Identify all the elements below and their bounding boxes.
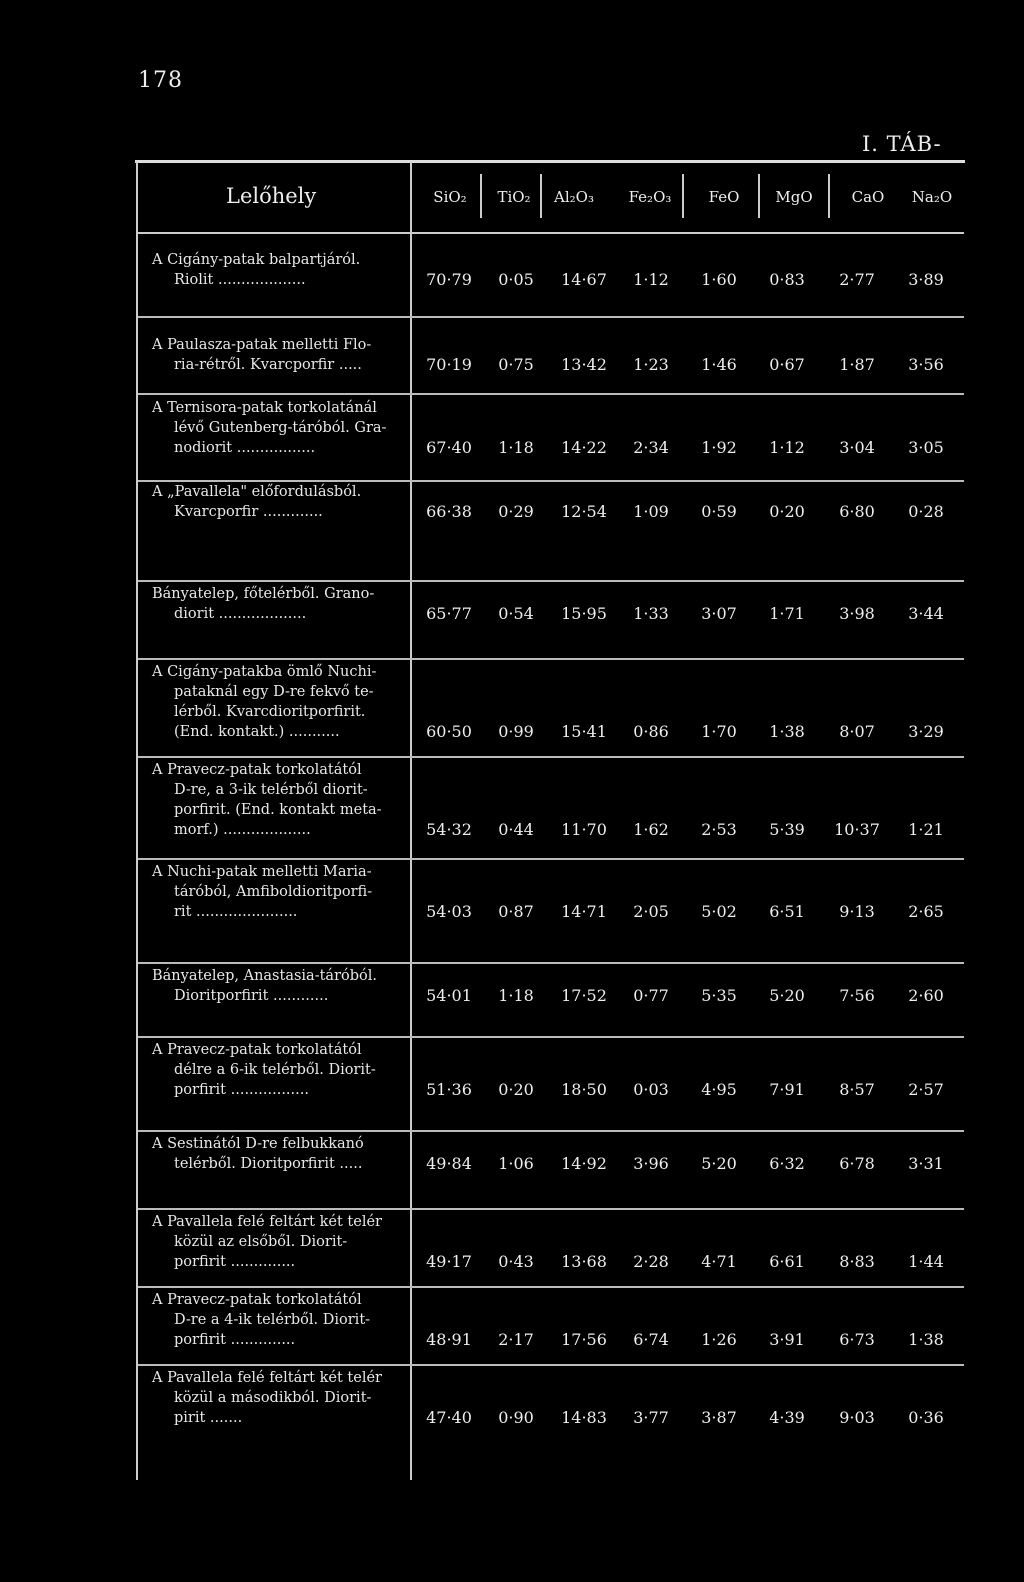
row-rule bbox=[138, 1208, 964, 1210]
value-cell: 7·91 bbox=[769, 1080, 805, 1099]
place-line: D-re a 4-ik telérből. Diorit- bbox=[174, 1312, 371, 1328]
value-cell: 5·39 bbox=[769, 820, 805, 839]
value-cell: 1·87 bbox=[839, 355, 875, 374]
value-cell: 0·28 bbox=[908, 502, 944, 521]
header-al2o3: Al₂O₃ bbox=[554, 188, 594, 206]
value-cell: 14·67 bbox=[561, 270, 607, 289]
header-rule bbox=[138, 232, 964, 234]
table-row bbox=[138, 1368, 964, 1476]
value-cell: 3·31 bbox=[908, 1154, 944, 1173]
row-place bbox=[152, 335, 404, 375]
value-cell: 0·05 bbox=[498, 270, 534, 289]
value-cell: 6·32 bbox=[769, 1154, 805, 1173]
value-cell: 2·57 bbox=[908, 1080, 944, 1099]
value-cell: 14·22 bbox=[561, 438, 607, 457]
value-cell: 6·74 bbox=[633, 1330, 669, 1349]
table-label: I. TÁB- bbox=[862, 132, 942, 156]
place-line: telérből. Dioritporfirit ..... bbox=[174, 1156, 363, 1172]
place-line: A Cigány-patak balpartjáról. bbox=[152, 252, 361, 268]
value-cell: 8·83 bbox=[839, 1252, 875, 1271]
row-place bbox=[152, 398, 404, 458]
value-cell: 2·17 bbox=[498, 1330, 534, 1349]
value-cell: 2·05 bbox=[633, 902, 669, 921]
value-cell: 3·05 bbox=[908, 438, 944, 457]
value-cell: 1·62 bbox=[633, 820, 669, 839]
value-cell: 51·36 bbox=[426, 1080, 472, 1099]
value-cell: 3·87 bbox=[701, 1408, 737, 1427]
table-row bbox=[138, 862, 964, 964]
row-place bbox=[152, 1134, 404, 1174]
value-cell: 1·12 bbox=[769, 438, 805, 457]
value-cell: 0·20 bbox=[498, 1080, 534, 1099]
row-place bbox=[152, 1290, 404, 1350]
value-cell: 65·77 bbox=[426, 604, 472, 623]
value-cell: 1·92 bbox=[701, 438, 737, 457]
value-cell: 2·60 bbox=[908, 986, 944, 1005]
place-line: A Nuchi-patak melletti Maria- bbox=[152, 864, 372, 880]
page-number: 178 bbox=[138, 68, 183, 93]
place-line: délre a 6-ik telérből. Diorit- bbox=[174, 1062, 376, 1078]
value-cell: 2·77 bbox=[839, 270, 875, 289]
value-cell: 14·92 bbox=[561, 1154, 607, 1173]
row-place bbox=[152, 1212, 404, 1272]
value-cell: 3·98 bbox=[839, 604, 875, 623]
place-line: A Paulasza-patak melletti Flo- bbox=[152, 337, 372, 353]
value-cell: 2·28 bbox=[633, 1252, 669, 1271]
value-cell: 1·12 bbox=[633, 270, 669, 289]
value-cell: 54·01 bbox=[426, 986, 472, 1005]
value-cell: 3·56 bbox=[908, 355, 944, 374]
value-cell: 3·89 bbox=[908, 270, 944, 289]
value-cell: 5·35 bbox=[701, 986, 737, 1005]
value-cell: 0·83 bbox=[769, 270, 805, 289]
value-cell: 1·70 bbox=[701, 722, 737, 741]
place-line: táróból, Amfiboldioritporfi- bbox=[174, 884, 373, 900]
value-cell: 0·20 bbox=[769, 502, 805, 521]
place-line: A Pavallela felé feltárt két telér bbox=[152, 1214, 382, 1230]
value-cell: 70·79 bbox=[426, 270, 472, 289]
value-cell: 1·06 bbox=[498, 1154, 534, 1173]
place-line: Riolit ................... bbox=[174, 272, 306, 288]
value-cell: 15·41 bbox=[561, 722, 607, 741]
place-line: lérből. Kvarcdioritporfirit. bbox=[174, 704, 366, 720]
value-cell: 49·84 bbox=[426, 1154, 472, 1173]
value-cell: 3·91 bbox=[769, 1330, 805, 1349]
value-cell: 13·68 bbox=[561, 1252, 607, 1271]
row-rule bbox=[138, 580, 964, 582]
value-cell: 70·19 bbox=[426, 355, 472, 374]
place-line: A Pravecz-patak torkolatától bbox=[152, 1042, 362, 1058]
value-cell: 5·20 bbox=[701, 1154, 737, 1173]
value-cell: 8·57 bbox=[839, 1080, 875, 1099]
place-line: Dioritporfirit ............ bbox=[174, 988, 329, 1004]
value-cell: 8·07 bbox=[839, 722, 875, 741]
value-cell: 0·86 bbox=[633, 722, 669, 741]
table-row bbox=[138, 335, 964, 395]
header-place: Lelőhely bbox=[226, 184, 317, 208]
value-cell: 6·73 bbox=[839, 1330, 875, 1349]
header-divider bbox=[828, 174, 830, 218]
row-rule bbox=[138, 962, 964, 964]
value-cell: 6·61 bbox=[769, 1252, 805, 1271]
value-cell: 0·75 bbox=[498, 355, 534, 374]
row-rule bbox=[138, 1286, 964, 1288]
row-place bbox=[152, 482, 404, 522]
value-cell: 6·80 bbox=[839, 502, 875, 521]
value-cell: 0·59 bbox=[701, 502, 737, 521]
header-divider bbox=[758, 174, 760, 218]
place-line: lévő Gutenberg-táróból. Gra- bbox=[174, 420, 387, 436]
header-divider bbox=[682, 174, 684, 218]
value-cell: 0·90 bbox=[498, 1408, 534, 1427]
place-line: (End. kontakt.) ........... bbox=[174, 724, 340, 740]
header-tio2: TiO₂ bbox=[497, 188, 531, 206]
value-cell: 66·38 bbox=[426, 502, 472, 521]
value-cell: 0·67 bbox=[769, 355, 805, 374]
header-divider bbox=[540, 174, 542, 218]
table-row bbox=[138, 1134, 964, 1210]
value-cell: 14·71 bbox=[561, 902, 607, 921]
table-row bbox=[138, 482, 964, 582]
row-place bbox=[152, 1040, 404, 1100]
value-cell: 4·39 bbox=[769, 1408, 805, 1427]
value-cell: 1·23 bbox=[633, 355, 669, 374]
value-cell: 12·54 bbox=[561, 502, 607, 521]
value-cell: 49·17 bbox=[426, 1252, 472, 1271]
value-cell: 1·38 bbox=[769, 722, 805, 741]
table-header bbox=[138, 162, 964, 230]
value-cell: 10·37 bbox=[834, 820, 880, 839]
value-cell: 17·56 bbox=[561, 1330, 607, 1349]
place-line: közül a másodikból. Diorit- bbox=[174, 1390, 372, 1406]
value-cell: 47·40 bbox=[426, 1408, 472, 1427]
place-line: porfirit. (End. kontakt meta- bbox=[174, 802, 382, 818]
header-cao: CaO bbox=[851, 188, 885, 206]
value-cell: 11·70 bbox=[561, 820, 607, 839]
value-cell: 2·65 bbox=[908, 902, 944, 921]
row-place bbox=[152, 760, 404, 840]
row-rule bbox=[138, 1130, 964, 1132]
place-line: porfirit .............. bbox=[174, 1254, 296, 1270]
value-cell: 13·42 bbox=[561, 355, 607, 374]
value-cell: 3·04 bbox=[839, 438, 875, 457]
row-rule bbox=[138, 1364, 964, 1366]
row-place bbox=[152, 1368, 404, 1428]
row-rule bbox=[138, 658, 964, 660]
place-line: porfirit ................. bbox=[174, 1082, 309, 1098]
row-place bbox=[152, 584, 404, 624]
place-line: pataknál egy D-re fekvő te- bbox=[174, 684, 374, 700]
value-cell: 48·91 bbox=[426, 1330, 472, 1349]
header-na2o: Na₂O bbox=[911, 188, 953, 206]
value-cell: 4·95 bbox=[701, 1080, 737, 1099]
place-line: A Sestinától D-re felbukkanó bbox=[152, 1136, 364, 1152]
row-place bbox=[152, 966, 404, 1006]
value-cell: 1·18 bbox=[498, 986, 534, 1005]
value-cell: 6·51 bbox=[769, 902, 805, 921]
value-cell: 1·46 bbox=[701, 355, 737, 374]
table-row bbox=[138, 1290, 964, 1366]
value-cell: 3·07 bbox=[701, 604, 737, 623]
value-cell: 6·78 bbox=[839, 1154, 875, 1173]
value-cell: 9·13 bbox=[839, 902, 875, 921]
row-rule bbox=[138, 316, 964, 318]
place-line: pirit ....... bbox=[174, 1410, 243, 1426]
value-cell: 1·09 bbox=[633, 502, 669, 521]
value-cell: 15·95 bbox=[561, 604, 607, 623]
place-line: ria-rétről. Kvarcporfir ..... bbox=[174, 357, 362, 373]
value-cell: 3·44 bbox=[908, 604, 944, 623]
value-cell: 0·77 bbox=[633, 986, 669, 1005]
value-cell: 9·03 bbox=[839, 1408, 875, 1427]
place-line: Kvarcporfir ............. bbox=[174, 504, 323, 520]
value-cell: 0·29 bbox=[498, 502, 534, 521]
value-cell: 17·52 bbox=[561, 986, 607, 1005]
value-cell: 0·99 bbox=[498, 722, 534, 741]
place-line: D-re, a 3-ik telérből diorit- bbox=[174, 782, 368, 798]
place-line: A Pravecz-patak torkolatától bbox=[152, 762, 362, 778]
value-cell: 3·77 bbox=[633, 1408, 669, 1427]
header-fe2o3: Fe₂O₃ bbox=[628, 188, 672, 206]
value-cell: 0·54 bbox=[498, 604, 534, 623]
place-line: Bányatelep, főtelérből. Grano- bbox=[152, 586, 375, 602]
place-line: A Ternisora-patak torkolatánál bbox=[152, 400, 377, 416]
table-row bbox=[138, 760, 964, 860]
row-place bbox=[152, 662, 404, 742]
value-cell: 0·87 bbox=[498, 902, 534, 921]
value-cell: 4·71 bbox=[701, 1252, 737, 1271]
table-row bbox=[138, 662, 964, 758]
place-line: A Cigány-patakba ömlő Nuchi- bbox=[152, 664, 377, 680]
value-cell: 54·03 bbox=[426, 902, 472, 921]
table-row bbox=[138, 584, 964, 660]
header-mgo: MgO bbox=[775, 188, 813, 206]
place-line: Bányatelep, Anastasia-táróból. bbox=[152, 968, 377, 984]
header-sio2: SiO₂ bbox=[433, 188, 467, 206]
value-cell: 18·50 bbox=[561, 1080, 607, 1099]
row-place bbox=[152, 862, 404, 922]
value-cell: 2·34 bbox=[633, 438, 669, 457]
place-line: diorit ................... bbox=[174, 606, 307, 622]
place-line: A „Pavallela" előfordulásból. bbox=[152, 484, 362, 500]
place-line: A Pavallela felé feltárt két telér bbox=[152, 1370, 382, 1386]
value-cell: 54·32 bbox=[426, 820, 472, 839]
value-cell: 1·60 bbox=[701, 270, 737, 289]
place-line: közül az elsőből. Diorit- bbox=[174, 1234, 348, 1250]
table-row bbox=[138, 966, 964, 1038]
place-line: nodiorit ................. bbox=[174, 440, 316, 456]
table-row bbox=[138, 1040, 964, 1132]
place-line: rit ...................... bbox=[174, 904, 298, 920]
place-line: A Pravecz-patak torkolatától bbox=[152, 1292, 362, 1308]
table-row bbox=[138, 1212, 964, 1288]
value-cell: 2·53 bbox=[701, 820, 737, 839]
header-divider bbox=[480, 174, 482, 218]
row-rule bbox=[138, 1036, 964, 1038]
value-cell: 3·96 bbox=[633, 1154, 669, 1173]
row-place bbox=[152, 250, 404, 290]
value-cell: 0·44 bbox=[498, 820, 534, 839]
value-cell: 1·71 bbox=[769, 604, 805, 623]
value-cell: 5·20 bbox=[769, 986, 805, 1005]
value-cell: 1·18 bbox=[498, 438, 534, 457]
value-cell: 1·26 bbox=[701, 1330, 737, 1349]
row-rule bbox=[138, 858, 964, 860]
value-cell: 1·38 bbox=[908, 1330, 944, 1349]
table-row bbox=[138, 398, 964, 482]
value-cell: 0·43 bbox=[498, 1252, 534, 1271]
value-cell: 0·03 bbox=[633, 1080, 669, 1099]
value-cell: 1·33 bbox=[633, 604, 669, 623]
row-rule bbox=[138, 393, 964, 395]
value-cell: 3·29 bbox=[908, 722, 944, 741]
place-line: porfirit .............. bbox=[174, 1332, 296, 1348]
row-rule bbox=[138, 756, 964, 758]
place-line: morf.) ................... bbox=[174, 822, 311, 838]
value-cell: 0·36 bbox=[908, 1408, 944, 1427]
value-cell: 60·50 bbox=[426, 722, 472, 741]
table-row bbox=[138, 250, 964, 318]
value-cell: 7·56 bbox=[839, 986, 875, 1005]
value-cell: 67·40 bbox=[426, 438, 472, 457]
header-feo: FeO bbox=[708, 188, 740, 206]
value-cell: 14·83 bbox=[561, 1408, 607, 1427]
value-cell: 5·02 bbox=[701, 902, 737, 921]
value-cell: 1·44 bbox=[908, 1252, 944, 1271]
value-cell: 1·21 bbox=[908, 820, 944, 839]
